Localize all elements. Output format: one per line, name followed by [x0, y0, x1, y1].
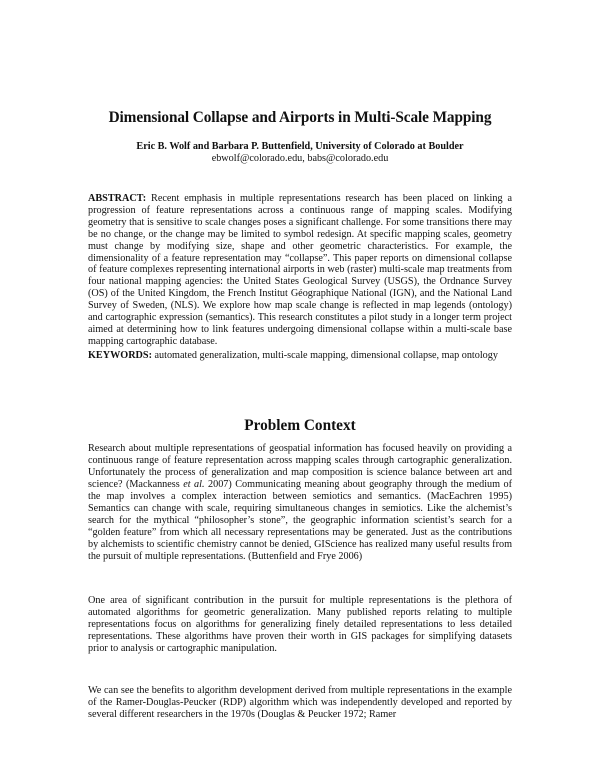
- paragraph-3-container: [88, 685, 512, 722]
- section-heading: Problem Context: [244, 417, 356, 434]
- paragraph-1-part-b: 2007) Communicating meaning about geography through the medium of the map involves a complex interaction between semiotics and semantics. (MacEachren 1995) Semantics can change with scale, requiring simultaneous changes in semiotics. Like the alchemist’s search for the mythical “philosopher’s stone”, the geographic information scientist’s search for a “golden feature” from which all necessary representations may be generated. Just as the contributions by alchemists to scientific chemistry cannot be denied, GIScience has realized many useful results from the pursuit of multiple representations. (Buttenfield and Frye 2006): [88, 478, 513, 562]
- abstract-text: Recent emphasis in multiple representations research has been placed on linking a progression of feature representations across a continuous range of mapping scales. Modifying geometry that is sensitive to scale changes poses a significant challenge. For some transitions there may be no change, or the change may be limited to symbol redesign. At specific mapping scales, geometry must change by modifying size, shape and other geometric characteristics. For example, the dimensionality of a feature representation may “collapse”. This paper reports on dimensional collapse of feature complexes representing international airports in web (raster) multi-scale map treatments from four national mapping agencies: the United States Geological Survey (USGS), the Ordnance Survey (OS) of the United Kingdom, the French Institut Géographique National (IGN), and the National Land Survey of Sweden, (NLS). We explore how map scale change is reflected in map legends (ontology) and cartographic expression (semantics). This research constitutes a pilot study in a longer term project aimed at determining how to link features undergoing dimensional collapse within a multi-scale base mapping cartographic database.: [88, 193, 512, 347]
- paper-authors: Eric B. Wolf and Barbara P. Buttenfield, University of Colorado at Boulder: [136, 141, 464, 152]
- paragraph-3: We can see the benefits to algorithm development derived from multiple representations in the example of the Ramer-Douglas-Peucker (RDP) algorithm which was independently developed and reported by several different researchers in the 1970s (Douglas & Peucker 1972; Ramer: [88, 685, 512, 720]
- paragraph-2: One area of significant contribution in the pursuit for multiple representations is the plethora of automated algorithms for geometric generalization. Many published reports relating to multiple representations focus on algorithms for generalizing finely detailed representations to less detailed representations. These algorithms have proven their worth in GIS packages for simplifying datasets prior to analysis or cartographic manipulation.: [88, 595, 512, 654]
- author-emails: ebwolf@colorado.edu, babs@colorado.edu: [211, 153, 389, 164]
- keywords: [88, 350, 512, 362]
- paper-title: Dimensional Collapse and Airports in Multi-Scale Mapping: [108, 109, 492, 126]
- paragraph-1-et-al: et al.: [183, 478, 205, 490]
- paragraph-1: [88, 443, 512, 563]
- abstract-label: ABSTRACT:: [88, 193, 147, 204]
- keywords-label: KEYWORDS:: [88, 350, 152, 361]
- keywords-text: automated generalization, multi-scale mapping, dimensional collapse, map ontology: [151, 350, 498, 361]
- abstract: [88, 193, 512, 348]
- paragraph-1-part-a: Research about multiple representations of geospatial information has focused heavily on providing a continuous range of feature representation across mapping scales through cartographic generalization. Unfortunately the process of generalization and map composition is science balance between art and science? (Mackanness: [88, 443, 512, 490]
